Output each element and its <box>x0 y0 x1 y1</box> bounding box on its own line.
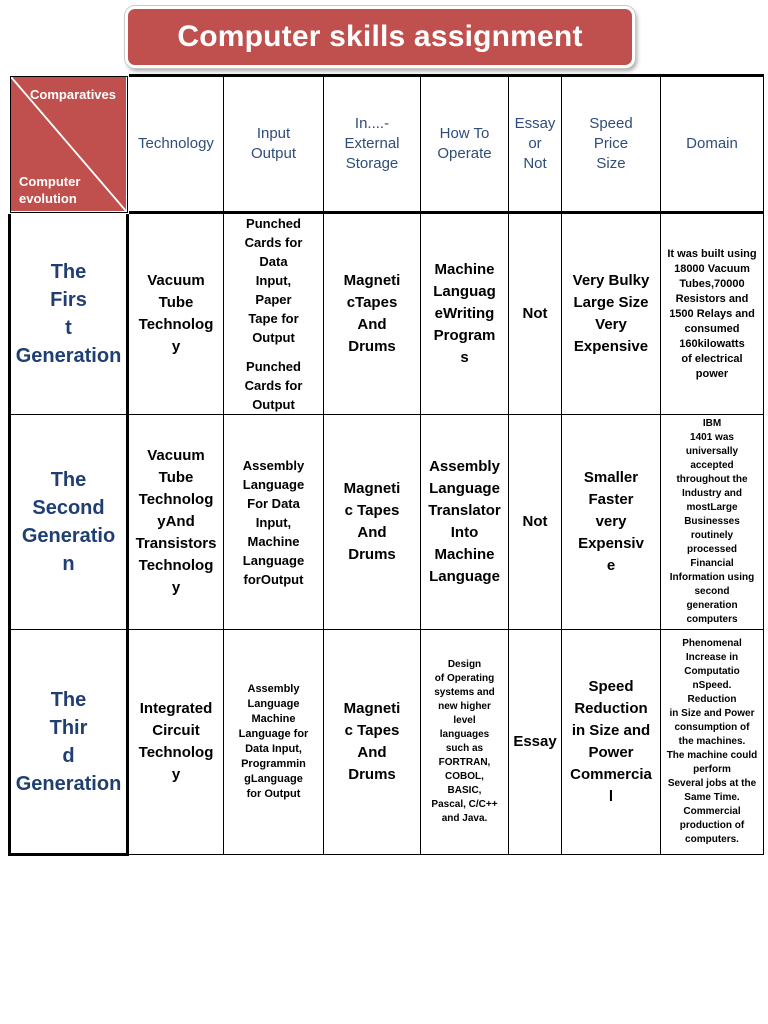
corner-label-evolution: Computer evolution <box>19 174 81 206</box>
generation-label: The Firs t Generation <box>10 213 128 415</box>
technology-cell: Integrated Circuit Technolog y <box>128 630 224 855</box>
essay-cell: Not <box>509 213 562 415</box>
title-banner <box>125 6 635 68</box>
essay-cell: Not <box>509 415 562 630</box>
input-output-text: Punched Cards for Output <box>244 359 303 412</box>
technology-cell: Vacuum Tube Technolog y <box>128 213 224 415</box>
header-input-output: Input Output <box>224 76 324 213</box>
table-row <box>10 415 764 630</box>
storage-cell: Magneti cTapes And Drums <box>324 213 421 415</box>
comparison-table <box>8 74 764 856</box>
domain-cell: Phenomenal Increase in Computatio nSpeed. Reduction in Size and Power consumption of the machines. The machine could perform Several jobs at the Same Time. Commercial production of computers. <box>661 630 764 855</box>
header-storage: In....- External Storage <box>324 76 421 213</box>
generation-label: The Thir d Generation <box>10 630 128 855</box>
technology-cell: Vacuum Tube Technolog yAnd Transistors Technolog y <box>128 415 224 630</box>
table-row <box>10 213 764 415</box>
speed-price-size-cell: Speed Reduction in Size and Power Commercia l <box>562 630 661 855</box>
input-output-cell: Assembly Language Machine Language for Data Input, Programmin gLanguage for Output <box>224 630 324 855</box>
storage-cell: Magneti c Tapes And Drums <box>324 630 421 855</box>
header-how-to-operate: How To Operate <box>421 76 509 213</box>
input-output-cell <box>224 213 324 415</box>
input-output-text: Punched Cards for Data Input, Paper Tape for Output <box>244 216 303 345</box>
header-essay: Essay or Not <box>509 76 562 213</box>
domain-cell: It was built using 18000 Vacuum Tubes,70000 Resistors and 1500 Relays and consumed 160kilowatts of electrical power <box>661 213 764 415</box>
speed-price-size-cell: Very Bulky Large Size Very Expensive <box>562 213 661 415</box>
table-row <box>10 630 764 855</box>
header-row <box>10 76 764 213</box>
operate-cell: Machine Languag eWriting Program s <box>421 213 509 415</box>
storage-cell: Magneti c Tapes And Drums <box>324 415 421 630</box>
speed-price-size-cell: Smaller Faster very Expensiv e <box>562 415 661 630</box>
page-title: Computer skills assignment <box>177 20 583 53</box>
corner-cell <box>10 76 128 213</box>
essay-cell: Essay <box>509 630 562 855</box>
domain-cell: IBM 1401 was universally accepted throughout the Industry and mostLarge Businesses routinely processed Financial Information using second generation computers <box>661 415 764 630</box>
operate-cell: Design of Operating systems and new higher level languages such as FORTRAN, COBOL, BASIC, Pascal, C/C++ and Java. <box>421 630 509 855</box>
generation-label: The Second Generatio n <box>10 415 128 630</box>
header-domain: Domain <box>661 76 764 213</box>
corner-label-comparatives: Comparatives <box>30 87 116 102</box>
header-speed-price-size: Speed Price Size <box>562 76 661 213</box>
header-technology: Technology <box>128 76 224 213</box>
input-output-cell: Assembly Language For Data Input, Machine Language forOutput <box>224 415 324 630</box>
operate-cell: Assembly Language Translator Into Machine Language <box>421 415 509 630</box>
